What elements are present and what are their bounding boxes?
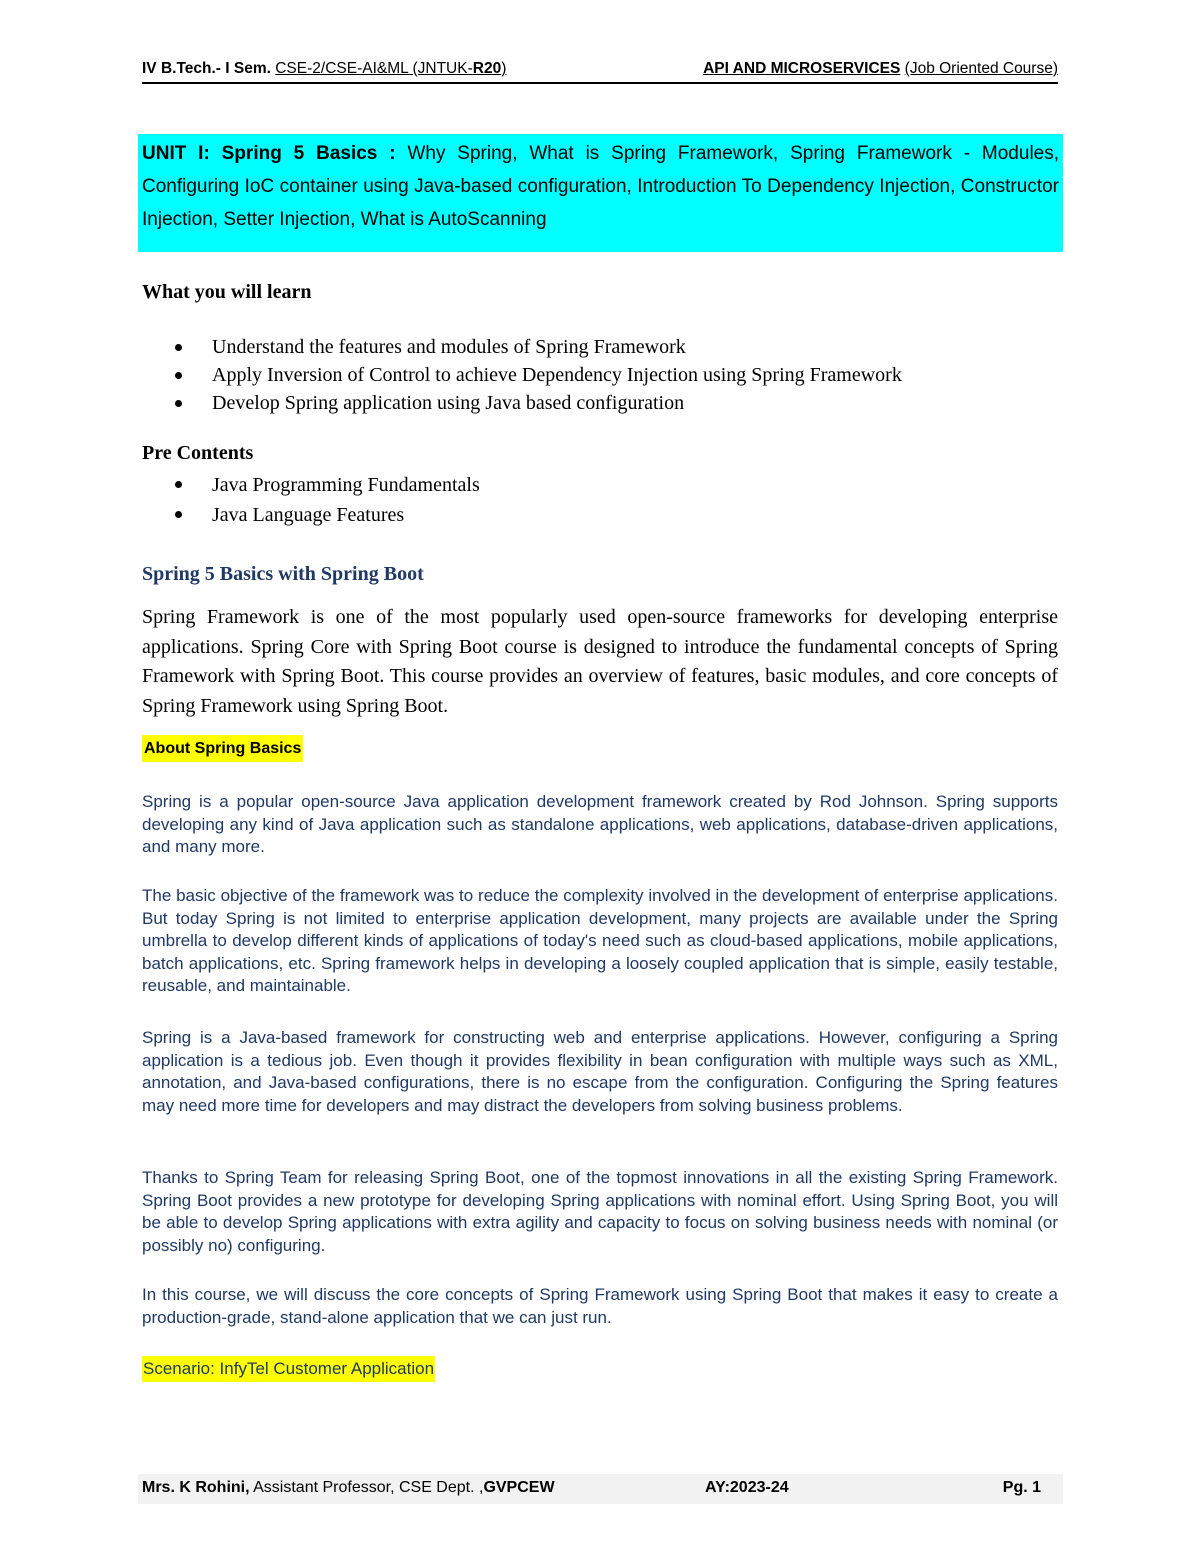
- footer-page-number: Pg. 1: [1002, 1479, 1041, 1496]
- bullet-icon: [175, 372, 182, 379]
- unit-summary-box: [138, 134, 1063, 252]
- header-course-type: (Job Oriented Course): [904, 60, 1058, 77]
- about-paragraph: Thanks to Spring Team for releasing Spring Boot, one of the topmost innovations in all the existing Spring Framework. Spring Boot provides a new prototype for developing Spring applications with nominal effort. Using Spring Boot, you will be able to develop Spring applications with extra agility and capacity to focus on solving business needs with nominal (or possibly no) configuring.: [142, 1168, 1058, 1255]
- footer-college: GVPCEW: [483, 1479, 555, 1496]
- pre-contents-heading: Pre Contents: [142, 442, 254, 464]
- bullet-icon: [175, 481, 182, 488]
- list-item: Develop Spring application using Java based configuration: [142, 389, 902, 417]
- pre-contents-list: [142, 470, 480, 530]
- bullet-icon: [175, 344, 182, 351]
- unit-title: UNIT I: Spring 5 Basics :: [142, 143, 396, 164]
- learn-list: [142, 333, 902, 417]
- footer-author-role: Assistant Professor, CSE Dept. ,: [253, 1479, 484, 1496]
- unit-topics: Why Spring, What is Spring Framework, Spring Framework - Modules, Configuring IoC container using Java-based configuration, Introduction To Dependency Injection, Constructor Injection, Setter Injection, What is AutoScanning: [142, 143, 1060, 230]
- about-paragraph: In this course, we will discuss the core concepts of Spring Framework using Spring Boot that makes it easy to create a production-grade, stand-alone application that we can just run.: [142, 1285, 1058, 1327]
- about-paragraph: Spring is a Java-based framework for constructing web and enterprise applications. However, configuring a Spring application is a tedious job. Even though it provides flexibility in bean configuration with multiple ways such as XML, annotation, and Java-based configurations, there is no escape from the configuration. Configuring the Spring features may need more time for developers and may distract the developers from solving business problems.: [142, 1028, 1058, 1115]
- footer-author-name: Mrs. K Rohini,: [142, 1479, 250, 1496]
- about-heading: About Spring Basics: [142, 735, 303, 762]
- header-course: IV B.Tech.- I Sem.: [142, 60, 271, 77]
- list-item: Java Programming Fundamentals: [142, 470, 480, 500]
- page-footer: [138, 1474, 1063, 1504]
- section-heading: Spring 5 Basics with Spring Boot: [142, 563, 424, 585]
- page-header: [142, 58, 1058, 84]
- intro-paragraph: Spring Framework is one of the most popularly used open-source frameworks for developing enterprise applications. Spring Core with Spring Boot course is designed to introduce the fundamental concepts of Spring Framework with Spring Boot. This course provides an overview of features, basic modules, and core concepts of Spring Framework using Spring Boot.: [142, 606, 1058, 717]
- header-course-info: [142, 60, 506, 78]
- scenario-heading: Scenario: InfyTel Customer Application: [142, 1356, 435, 1382]
- header-branch: CSE-2/CSE-AI&ML (JNTUK-R20): [275, 60, 507, 77]
- list-item: Apply Inversion of Control to achieve Dependency Injection using Spring Framework: [142, 361, 902, 389]
- header-regulation: R20: [472, 60, 502, 77]
- learn-heading: What you will learn: [142, 281, 312, 303]
- footer-author: [142, 1479, 555, 1497]
- header-course-name: API AND MICROSERVICES (Job Oriented Course): [703, 60, 1058, 77]
- about-paragraph: Spring is a popular open-source Java application development framework created by Rod Johnson. Spring supports developing any kind of Java application such as standalone applications, web applications, database-driven applications, and many more.: [142, 792, 1058, 857]
- footer-academic-year: AY:2023-24: [705, 1479, 789, 1496]
- list-item: Java Language Features: [142, 500, 480, 530]
- about-paragraph: The basic objective of the framework was to reduce the complexity involved in the development of enterprise applications. But today Spring is not limited to enterprise application development, many projects are available under the Spring umbrella to develop different kinds of applications of today's need such as cloud-based applications, mobile applications, batch applications, etc. Spring framework helps in developing a loosely coupled application that is simple, easily testable, reusable, and maintainable.: [142, 886, 1058, 996]
- bullet-icon: [175, 400, 182, 407]
- bullet-icon: [175, 511, 182, 518]
- list-item: Understand the features and modules of Spring Framework: [142, 333, 902, 361]
